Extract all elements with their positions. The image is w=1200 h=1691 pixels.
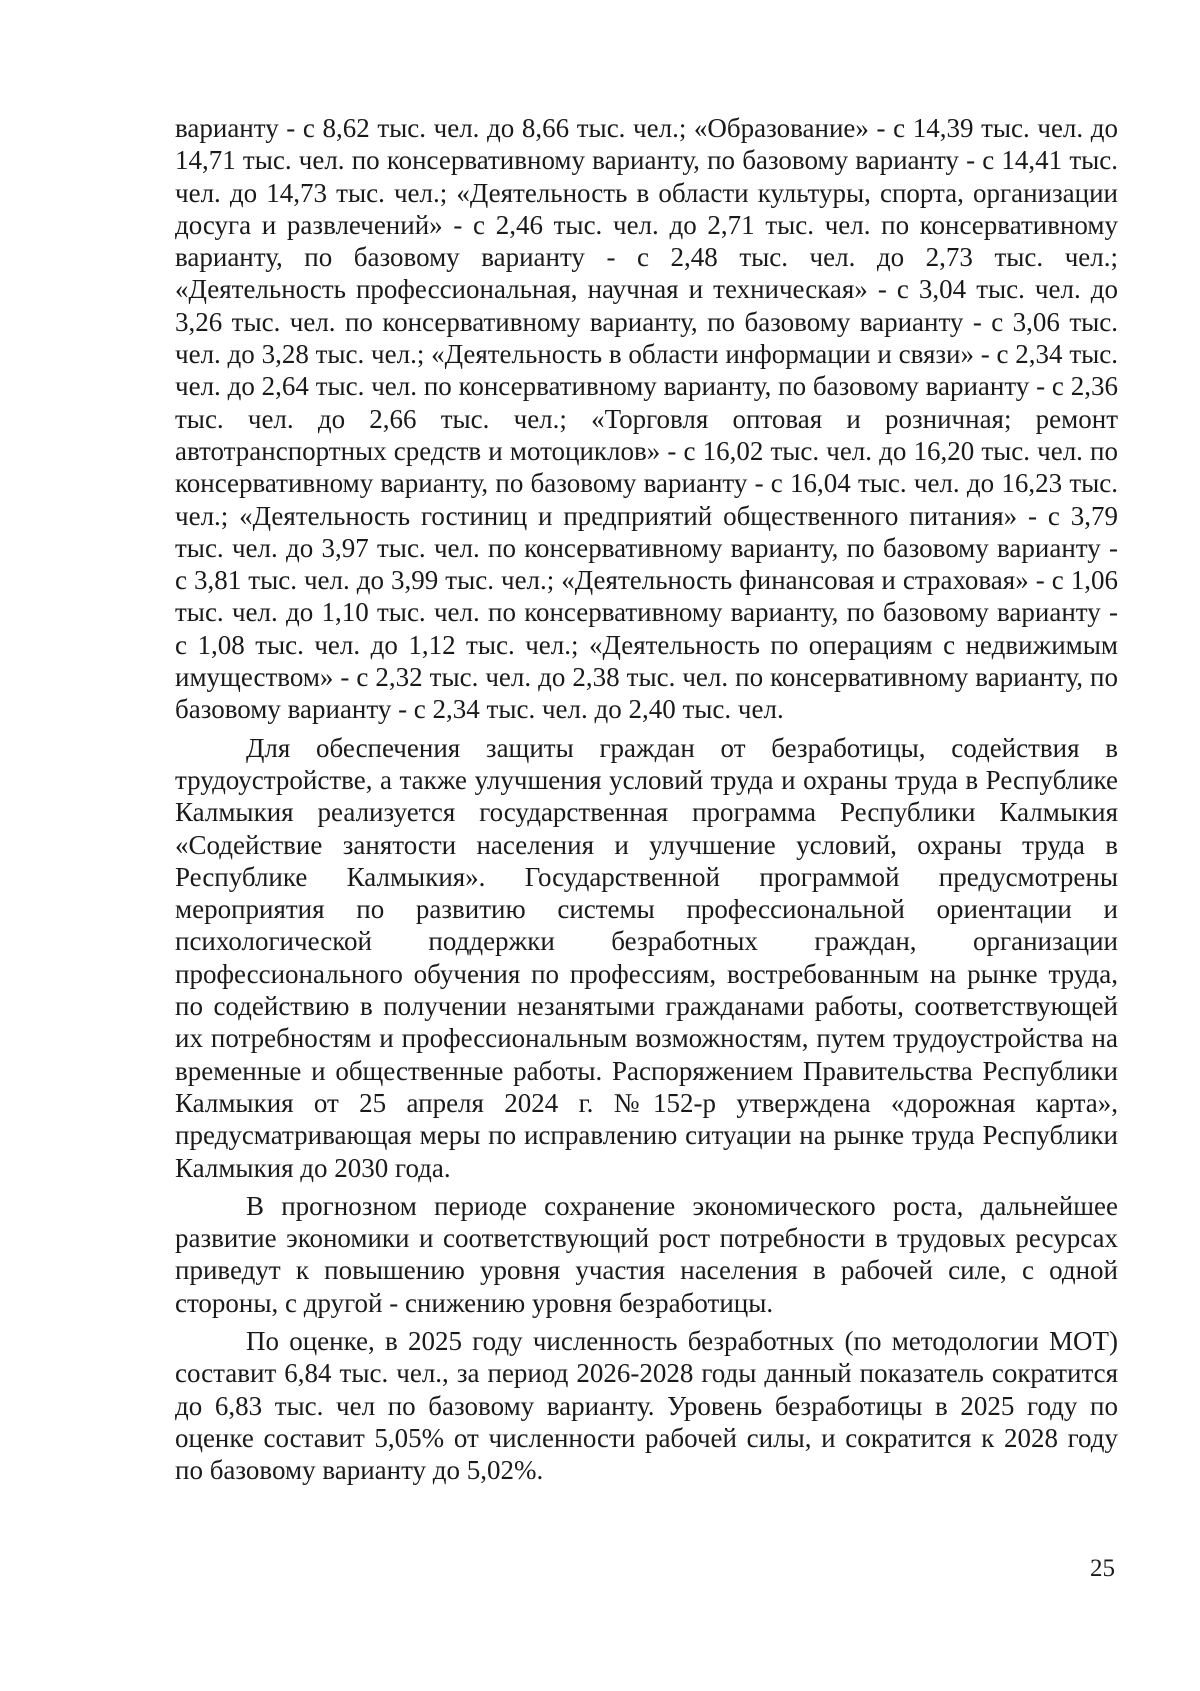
document-body bbox=[175, 112, 1118, 1492]
paragraph-forecast-period: В прогнозном периоде сохранение экономического роста, дальнейшее развитие экономики и соответствующий рост потребности в трудовых ресурсах приведут к повышению уровня участия населения в рабочей силе, с одной стороны, с другой - снижению уровня безработицы. bbox=[175, 1190, 1118, 1318]
paragraph-unemployment-estimate: По оценке, в 2025 году численность безработных (по методологии МОТ) составит 6,84 тыс. чел., за период 2026-2028 годы данный показатель сократится до 6,83 тыс. чел по базовому варианту. Уровень безработицы в 2025 году по оценке составит 5,05% от численности рабочей силы, и сократится к 2028 году по базовому варианту до 5,02%. bbox=[175, 1325, 1118, 1486]
paragraph-state-program: Для обеспечения защиты граждан от безработицы, содействия в трудоустройстве, а также улучшения условий труда и охраны труда в Республике Калмыкия реализуется государственная программа Республики Калмыкия «Содействие занятости населения и улучшение условий, охраны труда в Республике Калмыкия». Государственной программой предусмотрены мероприятия по развитию системы профессиональной ориентации и психологической поддержки безработных граждан, организации профессионального обучения по профессиям, востребованным на рынке труда, по содействию в получении незанятыми гражданами работы, соответствующей их потребностям и профессиональным возможностям, путем трудоустройства на временные и общественные работы. Распоряжением Правительства Республики Калмыкия от 25 апреля 2024 г. №152-р утверждена «дорожная карта», предусматривающая меры по исправлению ситуации на рынке труда Республики Калмыкия до 2030 года. bbox=[175, 732, 1118, 1183]
page-number: 25 bbox=[1090, 1555, 1115, 1582]
paragraph-employment-by-sector: варианту - с 8,62 тыс. чел. до 8,66 тыс. чел.; «Образование» - с 14,39 тыс. чел. до 14,71 тыс. чел. по консервативному варианту, по базовому варианту - с 14,41 тыс. чел. до 14,73 тыс. чел.; «Деятельность в области культуры, спорта, организации досуга и развлечений» - с 2,46 тыс. чел. до 2,71 тыс. чел. по консервативному варианту, по базовому варианту - с 2,48 тыс. чел. до 2,73 тыс. чел.; «Деятельность профессиональная, научная и техническая» - с 3,04 тыс. чел. до 3,26 тыс. чел. по консервативному варианту, по базовому варианту - с 3,06 тыс. чел. до 3,28 тыс. чел.; «Деятельность в области информации и связи» - с 2,34 тыс. чел. до 2,64 тыс. чел. по консервативному варианту, по базовому варианту - с 2,36 тыс. чел. до 2,66 тыс. чел.; «Торговля оптовая и розничная; ремонт автотранспортных средств и мотоциклов» - с 16,02 тыс. чел. до 16,20 тыс. чел. по консервативному варианту, по базовому варианту - с 16,04 тыс. чел. до 16,23 тыс. чел.; «Деятельность гостиниц и предприятий общественного питания» - с 3,79 тыс. чел. до 3,97 тыс. чел. по консервативному варианту, по базовому варианту - с 3,81 тыс. чел. до 3,99 тыс. чел.; «Деятельность финансовая и страховая» - с 1,06 тыс. чел. до 1,10 тыс. чел. по консервативному варианту, по базовому варианту - с 1,08 тыс. чел. до 1,12 тыс. чел.; «Деятельность по операциям с недвижимым имуществом» - с 2,32 тыс. чел. до 2,38 тыс. чел. по консервативному варианту, по базовому варианту - с 2,34 тыс. чел. до 2,40 тыс. чел. bbox=[175, 113, 1118, 725]
